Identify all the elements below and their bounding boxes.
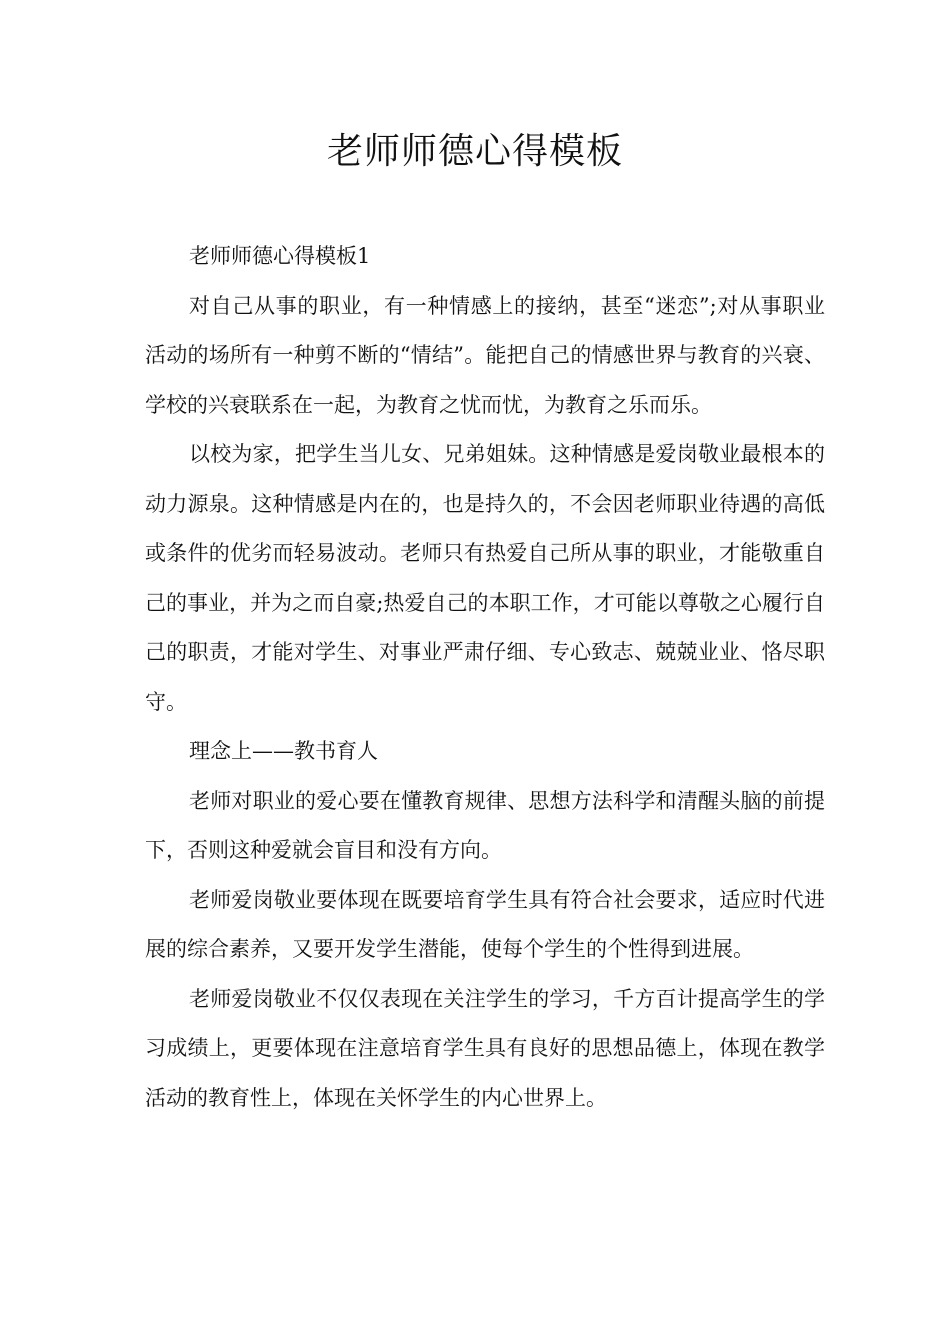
section-paragraph-3: 老师爱岗敬业不仅仅表现在关注学生的学习，千方百计提高学生的学习成绩上，更要体现在注意培育学生具有良好的思想品德上，体现在教学活动的教育性上，体现在关怀学生的内心世界上。 [145,986,825,1110]
paragraph-1: 对自己从事的职业，有一种情感上的接纳，甚至“迷恋”;对从事职业活动的场所有一种剪不断的“情结”。能把自己的情感世界与教育的兴衰、学校的兴衰联系在一起，为教育之忧而忧，为教育之乐而乐。 [145,293,825,417]
section-heading: 理念上——教书育人 [189,739,378,763]
document-body [145,232,825,1123]
section-paragraph-1: 老师对职业的爱心要在懂教育规律、思想方法科学和清醒头脑的前提下，否则这种爱就会盲目和没有方向。 [145,788,825,862]
section-paragraph-2: 老师爱岗敬业要体现在既要培育学生具有符合社会要求，适应时代进展的综合素养，又要开发学生潜能，使每个学生的个性得到进展。 [145,887,825,961]
paragraph-2: 以校为家，把学生当儿女、兄弟姐妹。这种情感是爱岗敬业最根本的动力源泉。这种情感是内在的，也是持久的，不会因老师职业待遇的高低或条件的优劣而轻易波动。老师只有热爱自己所从事的职业，才能敬重自己的事业，并为之而自豪;热爱自己的本职工作，才可能以尊敬之心履行自己的职责，才能对学生、对事业严肃仔细、专心致志、兢兢业业、恪尽职守。 [145,442,825,714]
document-title: 老师师德心得模板 [326,131,623,172]
document-subtitle: 老师师德心得模板1 [189,244,371,268]
